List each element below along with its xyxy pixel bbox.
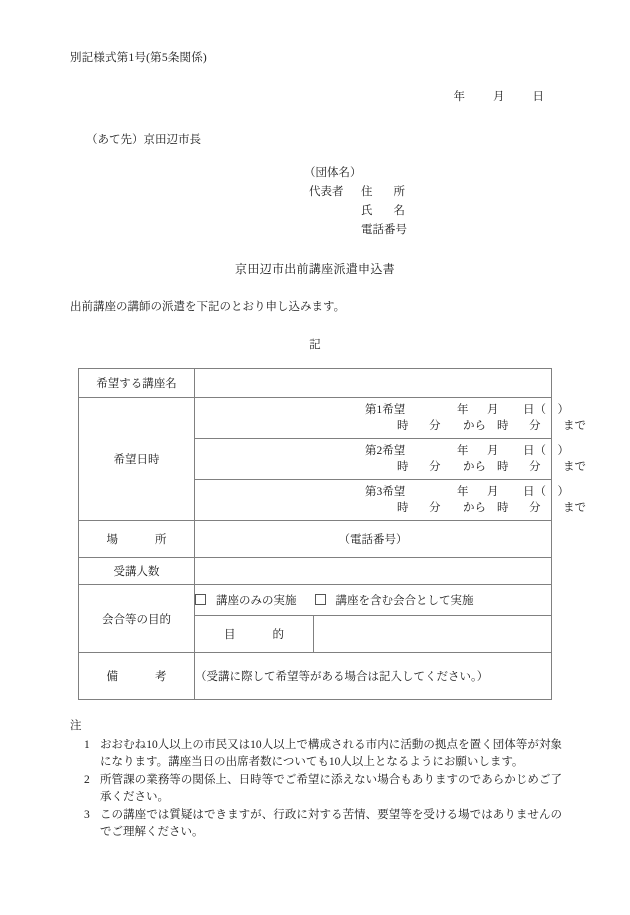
input-preference-3[interactable] (195, 480, 586, 521)
preference-1-rank: 第1希望 (365, 404, 406, 416)
date-day-label: 日 (532, 91, 544, 103)
preference-3-hour-from: 時 (397, 502, 409, 514)
table-row-attendees (79, 558, 552, 585)
preference-2-minute-to: 分 (529, 461, 541, 473)
preference-2-from: から (463, 461, 486, 473)
representative-label: 代表者 (309, 186, 344, 198)
preference-1-year: 年 (457, 404, 469, 416)
table-row-preference-1 (79, 398, 552, 439)
input-course-name[interactable] (195, 369, 552, 398)
label-place-text: 場 所 (106, 534, 167, 546)
label-place (79, 521, 195, 558)
note-text: この講座では質疑はできますが、行政に対する苦情、要望等を受ける場ではありませんのでご理解ください。 (100, 808, 562, 838)
label-remarks-text: 備 考 (106, 671, 167, 683)
label-purpose-sub-text: 目 的 (224, 629, 284, 641)
notes-title: 注 (70, 720, 82, 732)
note-number: 2 (84, 773, 90, 786)
preference-3-minute-from: 分 (429, 502, 441, 514)
addressee: （あて先）京田辺市長 (86, 134, 201, 146)
preference-1-hour-from: 時 (397, 420, 409, 432)
preference-3-day: 日（ ） (523, 486, 569, 498)
place-phone-hint: （電話番号） (338, 534, 408, 546)
form-code: 別記様式第1号(第5条関係) (70, 52, 207, 64)
notes-section (70, 718, 562, 842)
note-item (70, 772, 562, 807)
checkbox-option-with-meeting-label: 講座を含む会合として実施 (335, 595, 474, 607)
representative-name-row (300, 202, 407, 221)
input-preference-1[interactable] (195, 398, 586, 439)
preference-1-time-line (195, 418, 586, 434)
preference-3-lines (195, 480, 586, 520)
table-row-place (79, 521, 552, 558)
note-number: 3 (84, 808, 90, 821)
applicant-block (300, 164, 407, 240)
preference-2-year: 年 (457, 445, 469, 457)
phone-label: 電話番号 (361, 224, 407, 236)
note-item (70, 737, 562, 772)
preference-2-date-line (195, 443, 569, 459)
preference-3-month: 月 (487, 486, 499, 498)
preference-1-to: まで (563, 420, 586, 432)
label-purpose-sub (195, 616, 314, 653)
preference-2-time-line (195, 459, 586, 475)
label-meeting-purpose: 会合等の目的 (79, 585, 195, 653)
preference-2-to: まで (563, 461, 586, 473)
preference-2-minute-from: 分 (429, 461, 441, 473)
input-remarks[interactable] (195, 653, 552, 700)
note-text: 所管課の業務等の関係上、日時等でご希望に添えない場合もありますのであらかじめご了承ください。 (100, 773, 562, 803)
preference-3-date-line (195, 484, 569, 500)
note-number: 1 (84, 738, 90, 751)
date-line (0, 88, 544, 104)
meeting-purpose-checkbox-group (195, 585, 552, 616)
preference-1-minute-to: 分 (529, 420, 541, 432)
lead-sentence: 出前講座の講師の派遣を下記のとおり申し込みます。 (70, 301, 346, 313)
checkbox-option-course-only-label: 講座のみの実施 (216, 595, 297, 607)
preference-2-lines (195, 439, 586, 479)
input-purpose-detail[interactable] (314, 616, 552, 653)
preference-3-time-line (195, 500, 586, 516)
preference-2-hour-from: 時 (397, 461, 409, 473)
label-desired-datetime: 希望日時 (79, 398, 195, 521)
ki-mark: 記 (309, 339, 321, 351)
checkbox-option-course-only[interactable] (195, 595, 297, 607)
checkbox-icon[interactable] (315, 594, 326, 605)
preference-3-rank: 第3希望 (365, 486, 406, 498)
application-form-table (78, 368, 586, 700)
preference-3-year: 年 (457, 486, 469, 498)
preference-1-hour-to: 時 (497, 420, 509, 432)
remarks-hint: （受講に際して希望等がある場合は記入してください。） (195, 671, 489, 683)
preference-1-lines (195, 398, 586, 438)
preference-2-month: 月 (487, 445, 499, 457)
date-year-label: 年 (453, 91, 465, 103)
checkbox-option-with-meeting[interactable] (315, 595, 474, 607)
preference-2-day: 日（ ） (523, 445, 569, 457)
note-item (70, 807, 562, 842)
preference-1-date-line (195, 402, 569, 418)
preference-3-to: まで (563, 502, 586, 514)
checkbox-icon[interactable] (195, 594, 206, 605)
representative-phone-row (300, 221, 407, 240)
table-row-remarks (79, 653, 552, 700)
input-preference-2[interactable] (195, 439, 586, 480)
table-row-meeting-purpose-options (79, 585, 552, 616)
table-row-course-name (79, 369, 552, 398)
preference-1-month: 月 (487, 404, 499, 416)
organization-name-label: （団体名） (304, 167, 362, 179)
note-text: おおむね10人以上の市民又は10人以上で構成される市内に活動の拠点を置く団体等が対象になります。講座当日の出席者数についても10人以上となるようにお願いします。 (100, 738, 562, 768)
preference-1-minute-from: 分 (429, 420, 441, 432)
representative-address-row (300, 183, 407, 202)
label-remarks (79, 653, 195, 700)
preference-3-minute-to: 分 (529, 502, 541, 514)
preference-1-day: 日（ ） (523, 404, 569, 416)
label-course-name: 希望する講座名 (79, 369, 195, 398)
date-month-label: 月 (493, 91, 505, 103)
label-attendees: 受講人数 (79, 558, 195, 585)
name-label: 氏 名 (361, 205, 405, 217)
input-place[interactable] (195, 521, 552, 558)
preference-3-from: から (463, 502, 486, 514)
address-label: 住 所 (361, 186, 405, 198)
preference-2-rank: 第2希望 (365, 445, 406, 457)
preference-3-hour-to: 時 (497, 502, 509, 514)
preference-1-from: から (463, 420, 486, 432)
input-attendees[interactable] (195, 558, 552, 585)
preference-2-hour-to: 時 (497, 461, 509, 473)
page-title: 京田辺市出前講座派遣申込書 (235, 262, 395, 276)
